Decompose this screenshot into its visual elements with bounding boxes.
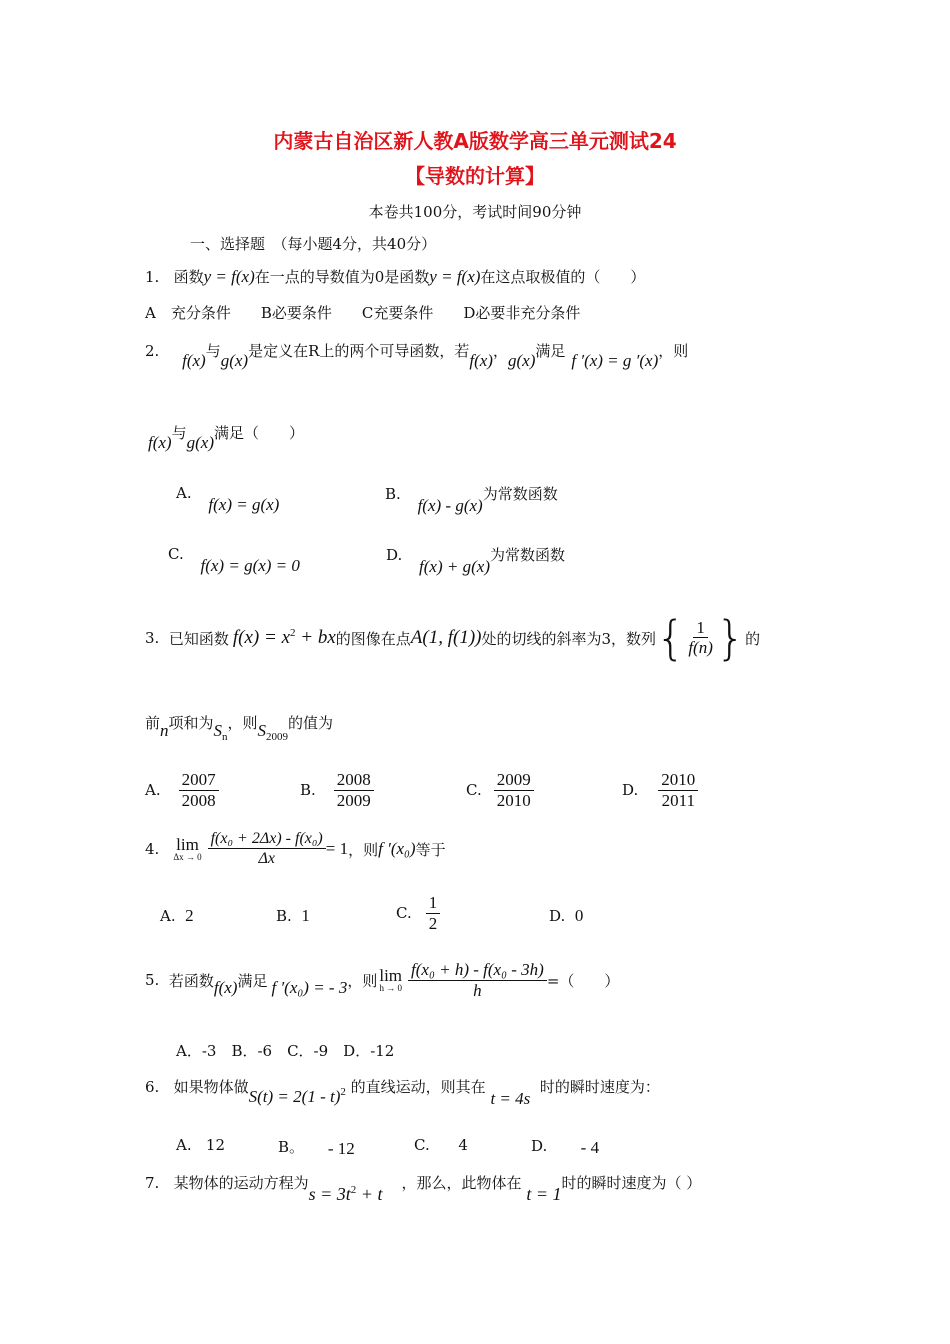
fraction [685,618,716,659]
exam-info: 本卷共100分，考试时间90分钟 [368,203,582,221]
option-d [549,906,583,926]
option-b [276,906,310,926]
option-text: 为常数函数 [482,485,558,503]
question-5 [145,960,619,1001]
math-expression: f(x) [213,978,238,998]
option-a [176,483,280,514]
denominator: 2010 [496,790,531,810]
math-part: f(x) = x [232,627,290,648]
question-2-line-2 [148,422,304,452]
option-d [531,1136,599,1156]
question-1 [145,266,645,287]
option-d [622,770,698,811]
math-expression: f(x) [148,433,172,452]
option-a [145,770,219,811]
math-part: S [213,721,223,740]
option-label: C. [396,904,412,923]
left-brace: { [656,611,686,665]
fraction [179,770,219,811]
option-value: - 12 [327,1139,355,1158]
numerator: f(x₀ + h) - f(x₀ - 3h) [408,960,547,981]
option-c [168,544,300,575]
question-text: 的值为 [288,714,334,732]
denominator: h [473,980,482,1000]
option-label: D. [531,1137,548,1155]
option-label: A. [176,484,192,502]
fraction [208,830,326,869]
option-text: 为常数函数 [489,546,565,564]
subscript: 2009 [266,731,289,743]
option-c [414,1136,468,1154]
option-label: D. [622,781,639,800]
option-label: C. [466,781,482,800]
question-number: 5. [145,971,160,990]
math-part: S(t) = 2(1 - t) [248,1087,341,1106]
question-text: ，则 [227,714,258,732]
denominator: f(n) [688,638,713,658]
math-expression: f ′(x₀) = - 3 [271,978,348,998]
math-expression [249,1087,346,1106]
option-label: D. [549,907,566,925]
question-text: 的 [745,629,761,648]
question-2-line-1 [145,340,689,370]
option-label: A. [160,907,176,925]
question-text: 是定义在R上的两个可导函数，若 [248,342,470,360]
lim-subscript: h → 0 [379,983,402,994]
question-text: 与 [205,342,221,360]
numerator: 2007 [179,770,219,791]
option-value: 12 [205,1136,226,1154]
question-text: 项和为 [168,714,214,732]
question-text: 在一点的导数值为0是函数 [254,268,430,286]
math-expression [309,1184,383,1204]
fraction [658,770,698,811]
math-expression: f(x) + g(x) [419,557,490,576]
option-label: B. [276,907,292,925]
question-number: 1. [145,268,160,286]
fraction [494,770,534,811]
superscript: 2 [340,1086,346,1098]
question-text: 与 [171,424,187,442]
question-number: 3. [145,629,160,647]
option-b [300,770,374,811]
math-expression [213,721,228,743]
option-d [386,544,565,576]
option-label: D. [386,546,403,564]
question-text: 已知函数 [168,629,229,648]
math-expression: y = f(x) [429,267,481,286]
math-part: + t [356,1184,383,1204]
math-part: + bx [295,627,336,648]
fraction [426,893,441,934]
math-expression: g(x) [186,433,214,452]
lim-word: lim [176,834,199,854]
option-value: - 4 [580,1138,600,1157]
page-title: 内蒙古自治区新人教A版数学高三单元测试24 [273,129,677,153]
denominator: 2008 [181,790,216,810]
math-expression: f ′(x) = g ′(x) [571,351,659,370]
math-expression [233,627,336,649]
question-text: 满足 [237,971,268,990]
page-subtitle: 【导数的计算】 [405,164,545,188]
right-brace: } [715,611,746,665]
option-value: 4 [458,1136,468,1154]
fraction [334,770,374,811]
math-expression: g(x) [507,351,536,370]
option-label: C. [414,1136,430,1154]
limit-operator [379,967,402,994]
lim-word: lim [379,966,403,986]
question-6 [145,1076,660,1108]
question-text: 时的瞬时速度为（ ） [561,1174,702,1192]
option-value: 2 [185,906,194,925]
math-expression: f(x) [469,351,493,370]
question-text: 若函数 [168,971,214,990]
option-value: 0 [574,906,584,925]
option-label: B. [385,485,401,503]
superscript: 2 [350,1184,357,1196]
denominator: 2011 [661,790,695,810]
question-number: 2. [145,342,160,360]
question-text: 满足（ ） [213,424,304,442]
option-a [176,1136,225,1154]
question-4 [145,830,446,869]
math-part: s = 3t [308,1184,351,1204]
question-text: ，则 [348,840,379,859]
math-expression: n [160,721,169,740]
math-expression: f(x) - g(x) [417,496,483,515]
question-text: 满足 [535,342,566,360]
question-3-line-2 [145,712,334,743]
denominator: 2 [428,913,438,933]
fraction [408,960,547,1001]
question-text: ，则 [347,971,378,990]
numerator: 2010 [658,770,698,791]
limit-operator [173,836,201,863]
question-text: 前 [145,714,161,732]
question-text: ，则 [658,342,689,360]
numerator: 2008 [334,770,374,791]
option-label: C. [168,545,184,563]
option-b [385,483,558,515]
question-text: 在这点取极值的（ ） [480,268,646,286]
numerator: 1 [693,618,708,639]
question-text: 时的瞬时速度为： [539,1078,660,1096]
math-expression: t = 4s [490,1089,531,1108]
section-heading: 一、选择题 （每小题4分，共40分） [190,235,437,253]
math-expression: t = 1 [526,1184,562,1204]
question-5-options: A．-3 B．-6 C．-9 D．-12 [176,1042,395,1060]
denominator: 2009 [336,790,371,810]
numerator: f(x₀ + 2Δx) - f(x₀) [208,830,326,849]
math-expression [257,721,289,743]
math-expression: f(x) [182,351,206,370]
superscript: 2 [290,627,296,639]
question-text: =（ ） [546,971,620,990]
math-expression: A(1, f(1)) [410,627,482,648]
math-part: S [257,721,267,740]
option-label: B. [300,781,316,800]
lim-subscript: Δx → 0 [173,851,202,862]
option-label: A. [176,1136,192,1154]
question-text: 某物体的运动方程为 [173,1174,309,1192]
math-expression: g(x) [220,351,249,370]
denominator: Δx [258,850,275,868]
math-expression: = 1 [325,839,349,859]
question-text: ， [492,342,508,360]
question-3-line-1 [145,610,760,666]
option-a [160,906,194,926]
option-label: B。 [278,1138,305,1156]
option-b [278,1136,355,1157]
question-text: 等于 [415,840,446,859]
question-text: ，那么，此物体在 [401,1174,522,1192]
question-7 [145,1172,702,1204]
option-c [396,893,440,934]
math-expression: f ′(x₀) [378,839,416,859]
math-expression: f(x) = g(x) [208,495,280,514]
question-text: 函数 [173,268,204,286]
numerator: 1 [426,893,441,914]
question-text: 处的切线的斜率为3，数列 [481,629,657,648]
math-expression: f(x) = g(x) = 0 [200,556,300,575]
option-label: A. [145,781,161,800]
math-expression: y = f(x) [203,267,255,286]
question-number: 7. [145,1174,160,1192]
question-text: 如果物体做 [173,1078,249,1096]
question-1-options: A 充分条件 B必要条件 C充要条件 D必要非充分条件 [145,304,581,322]
numerator: 2009 [494,770,534,791]
option-c [466,770,534,811]
question-number: 4. [145,840,160,859]
question-text: 的直线运动，则其在 [350,1078,486,1096]
question-number: 6. [145,1078,160,1096]
subscript: n [222,731,228,743]
question-text: 的图像在点 [335,629,411,648]
option-value: 1 [301,906,310,925]
